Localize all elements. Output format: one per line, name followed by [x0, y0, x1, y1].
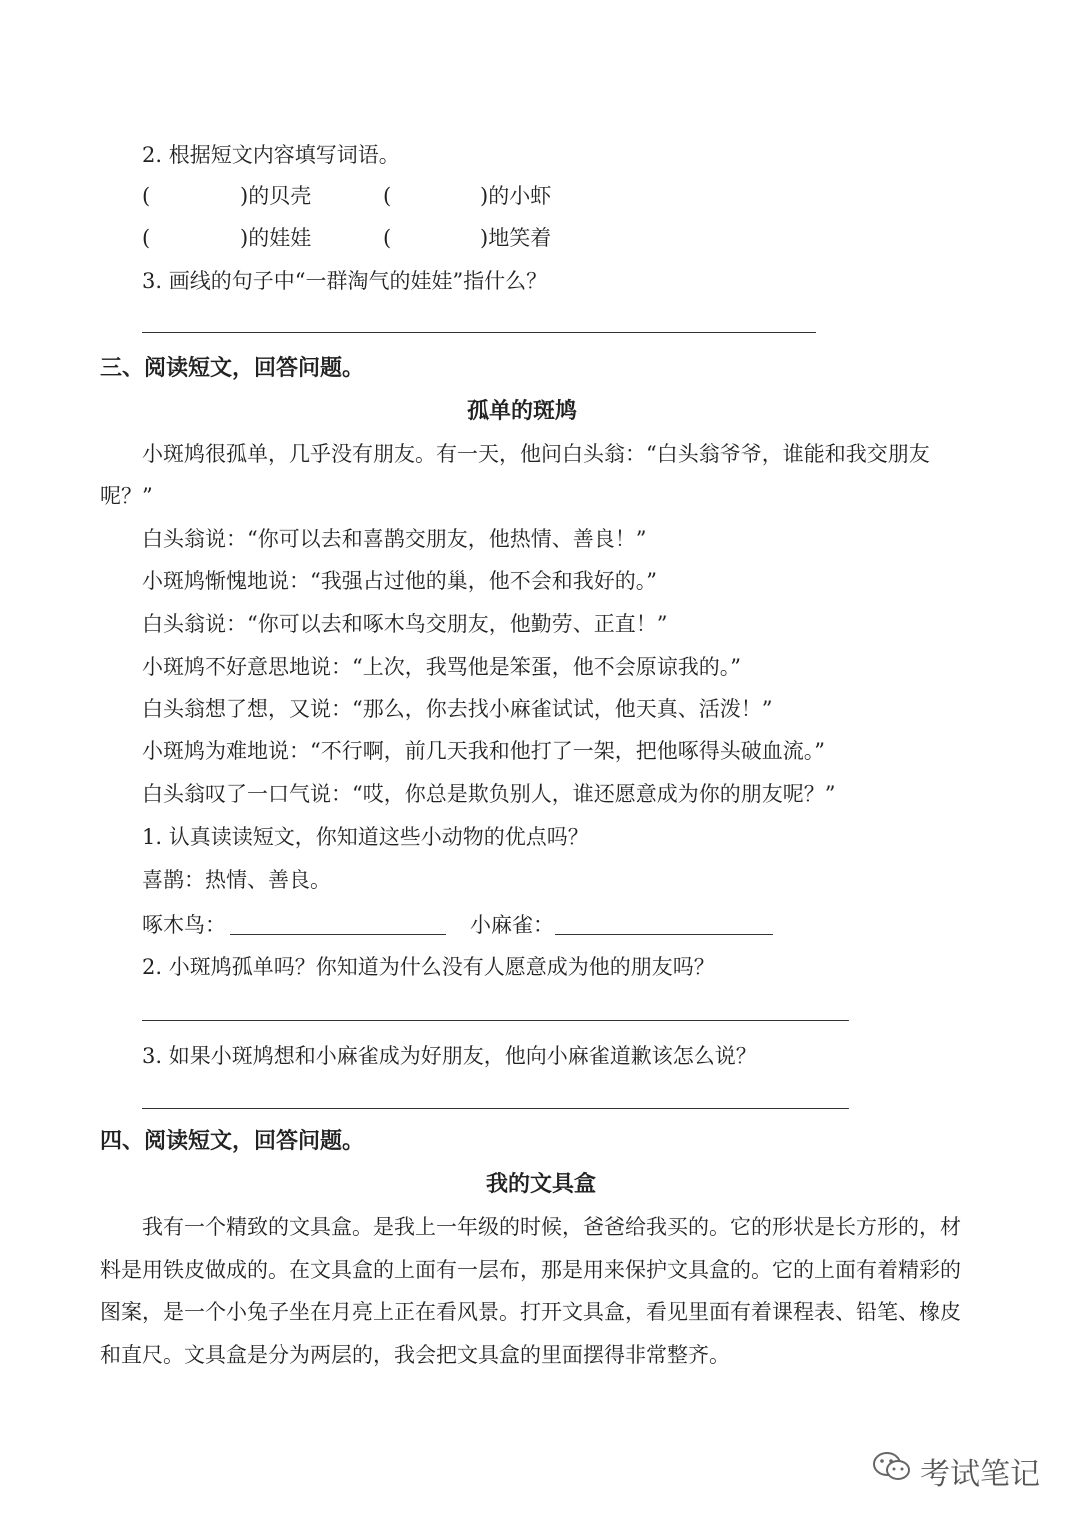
section-3-heading: 三、阅读短文，回答问题。: [100, 356, 365, 381]
passage-1-line: 白头翁说：“你可以去和啄木鸟交朋友，他勤劳、正直！”: [142, 612, 668, 636]
woodpecker-answer-line[interactable]: [230, 934, 446, 935]
sparrow-label: 小麻雀：: [470, 913, 554, 937]
woodpecker-label: 啄木鸟：: [142, 913, 226, 937]
answer-line[interactable]: [142, 1020, 849, 1021]
fill-blank-item-3: )的娃娃: [240, 226, 312, 250]
passage-1-line: 小斑鸠惭愧地说：“我强占过他的巢，他不会和我好的。”: [142, 569, 657, 593]
question-1-example: 喜鹊：热情、善良。: [142, 868, 331, 892]
fill-blank-item-2: )的小虾: [480, 184, 552, 208]
passage-1-line: 小斑鸠很孤单，几乎没有朋友。有一天，他问白头翁：“白头翁爷爷，谁能和我交朋友: [142, 442, 930, 466]
passage-2-line: 我有一个精致的文具盒。是我上一年级的时候，爸爸给我买的。它的形状是长方形的，材: [142, 1215, 961, 1239]
passage-title-2: 我的文具盒: [486, 1172, 597, 1197]
section-4-heading: 四、阅读短文，回答问题。: [100, 1129, 365, 1154]
fill-blank-open-4: (: [383, 226, 392, 250]
wechat-icon: [872, 1450, 912, 1492]
passage-1-line: 白头翁说：“你可以去和喜鹊交朋友，他热情、善良！”: [142, 527, 647, 551]
fill-blank-item-1: )的贝壳: [240, 184, 312, 208]
fill-blank-open-3: (: [142, 226, 151, 250]
question-3-underlined: 3. 画线的句子中“一群淘气的娃娃”指什么？: [142, 269, 548, 293]
watermark: [872, 1449, 1040, 1493]
answer-line[interactable]: [142, 332, 816, 333]
question-2-fill-words: 2. 根据短文内容填写词语。: [142, 143, 400, 167]
passage-1-question-2: 2. 小斑鸠孤单吗？你知道为什么没有人愿意成为他的朋友吗？: [142, 955, 715, 979]
passage-1-line: 小斑鸠不好意思地说：“上次，我骂他是笨蛋，他不会原谅我的。”: [142, 655, 741, 679]
passage-2-line: 料是用铁皮做成的。在文具盒的上面有一层布，那是用来保护文具盒的。它的上面有着精彩的: [100, 1258, 961, 1282]
passage-1-line: 呢？”: [100, 484, 153, 508]
passage-1-line: 白头翁想了想，又说：“那么，你去找小麻雀试试，他天真、活泼！”: [142, 697, 773, 721]
fill-blank-open-1: (: [142, 184, 151, 208]
passage-title-1: 孤单的斑鸠: [467, 399, 578, 424]
fill-blank-item-4: )地笑着: [480, 226, 552, 250]
passage-2-line: 图案，是一个小兔子坐在月亮上正在看风景。打开文具盒，看见里面有着课程表、铅笔、橡皮: [100, 1300, 961, 1324]
watermark-text: 考试笔记: [920, 1457, 1040, 1492]
passage-1-question-3: 3. 如果小斑鸠想和小麻雀成为好朋友，他向小麻雀道歉该怎么说？: [142, 1044, 757, 1068]
sparrow-answer-line[interactable]: [555, 934, 773, 935]
fill-blank-open-2: (: [383, 184, 392, 208]
passage-2-line: 和直尺。文具盒是分为两层的，我会把文具盒的里面摆得非常整齐。: [100, 1343, 730, 1367]
passage-1-line: 白头翁叹了一口气说：“哎，你总是欺负别人，谁还愿意成为你的朋友呢？”: [142, 782, 836, 806]
answer-line[interactable]: [142, 1108, 849, 1109]
passage-1-line: 小斑鸠为难地说：“不行啊，前几天我和他打了一架，把他啄得头破血流。”: [142, 739, 825, 763]
passage-1-question-1: 1. 认真读读短文，你知道这些小动物的优点吗？: [142, 825, 589, 849]
